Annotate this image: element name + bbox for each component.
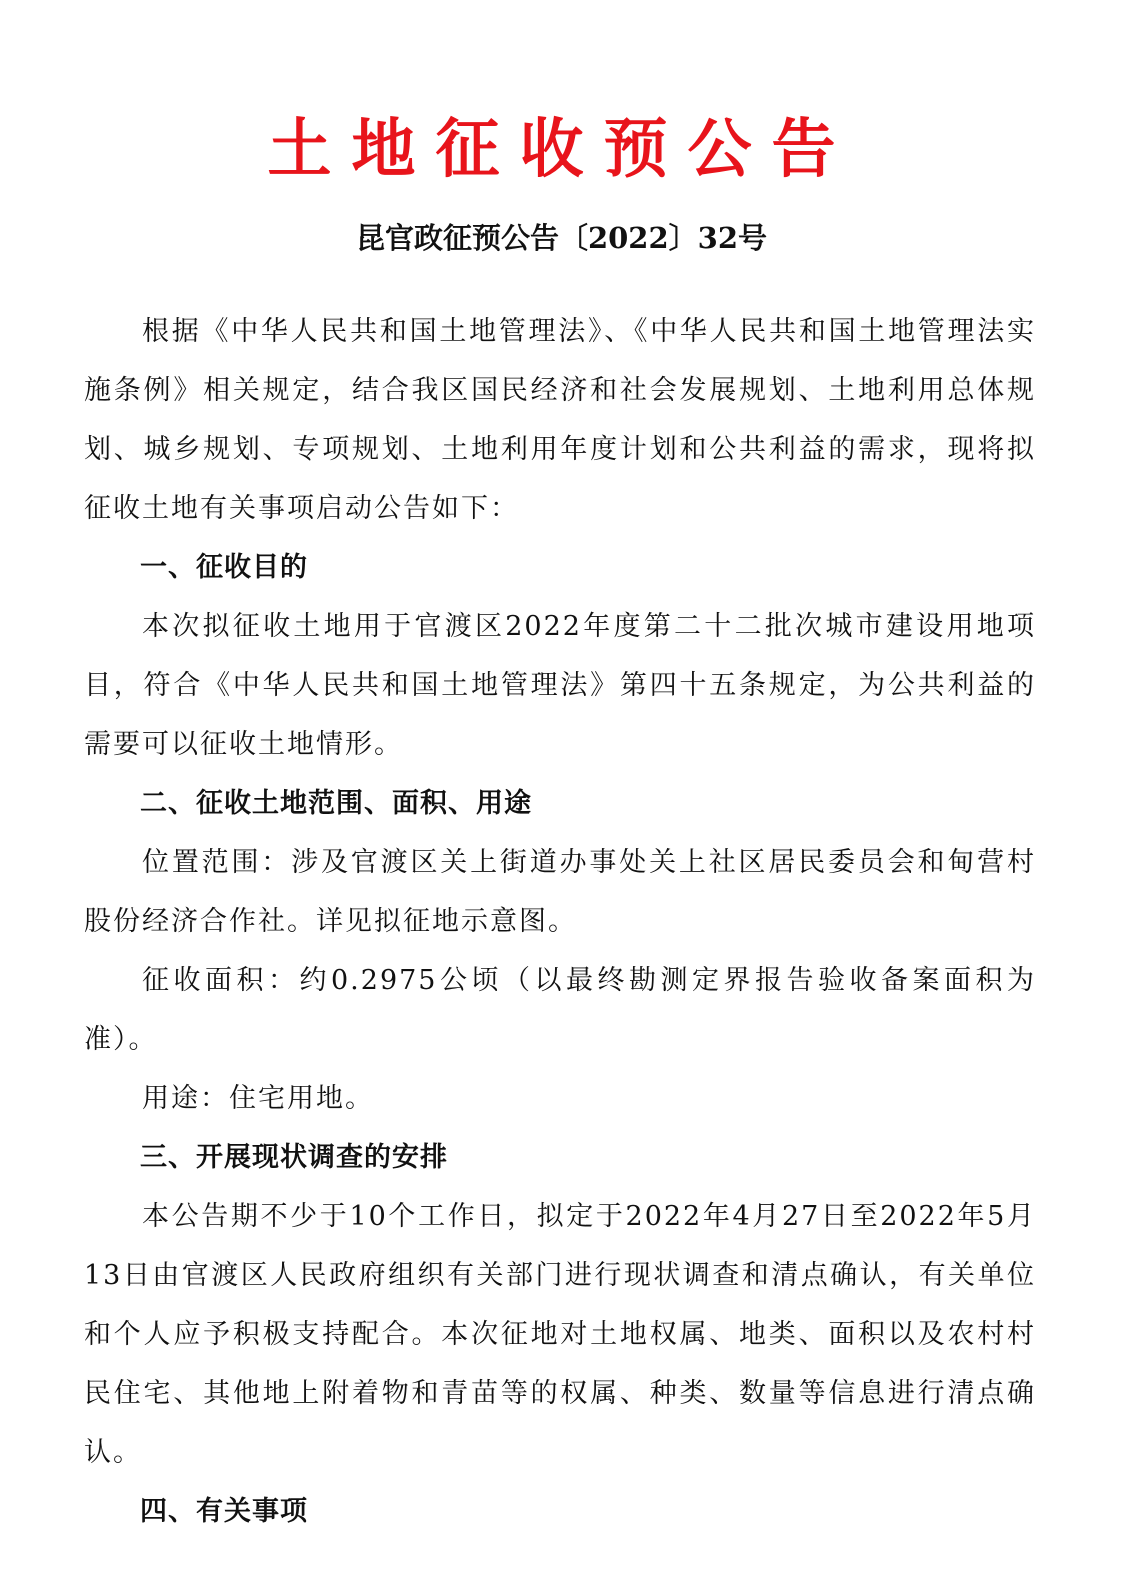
document-title: 土地征收预公告 [267,112,856,187]
section-2-heading: 二、征收土地范围、面积、用途 [140,788,532,819]
section-3-heading: 三、开展现状调查的安排 [140,1142,448,1173]
area-paragraph: 征收面积：约0.2975公顷（以最终勘测定界报告验收备案面积为准）。 [84,965,1036,1055]
location-paragraph: 位置范围：涉及官渡区关上街道办事处关上社区居民委员会和甸营村股份经济合作社。详见拟征地示意图。 [84,847,1036,937]
usage-paragraph: 用途：住宅用地。 [142,1083,374,1114]
document-number: 昆官政征预公告〔2022〕32号 [355,221,768,255]
section-4-heading: 四、有关事项 [140,1496,308,1527]
section-1-heading: 一、征收目的 [140,552,308,583]
intro-paragraph: 根据《中华人民共和国土地管理法》、《中华人民共和国土地管理法实施条例》相关规定，结合我区国民经济和社会发展规划、土地利用总体规划、城乡规划、专项规划、土地利用年度计划和公共利益的需求，现将拟征收土地有关事项启动公告如下： [84,316,1036,524]
document-body [84,302,1036,1541]
section-1-paragraph: 本次拟征收土地用于官渡区2022年度第二十二批次城市建设用地项目，符合《中华人民共和国土地管理法》第四十五条规定，为公共利益的需要可以征收土地情形。 [84,611,1036,760]
section-3-paragraph: 本公告期不少于10个工作日，拟定于2022年4月27日至2022年5月13日由官渡区人民政府组织有关部门进行现状调查和清点确认，有关单位和个人应予积极支持配合。本次征地对土地权属、地类、面积以及农村村民住宅、其他地上附着物和青苗等的权属、种类、数量等信息进行清点确认。 [84,1201,1036,1468]
